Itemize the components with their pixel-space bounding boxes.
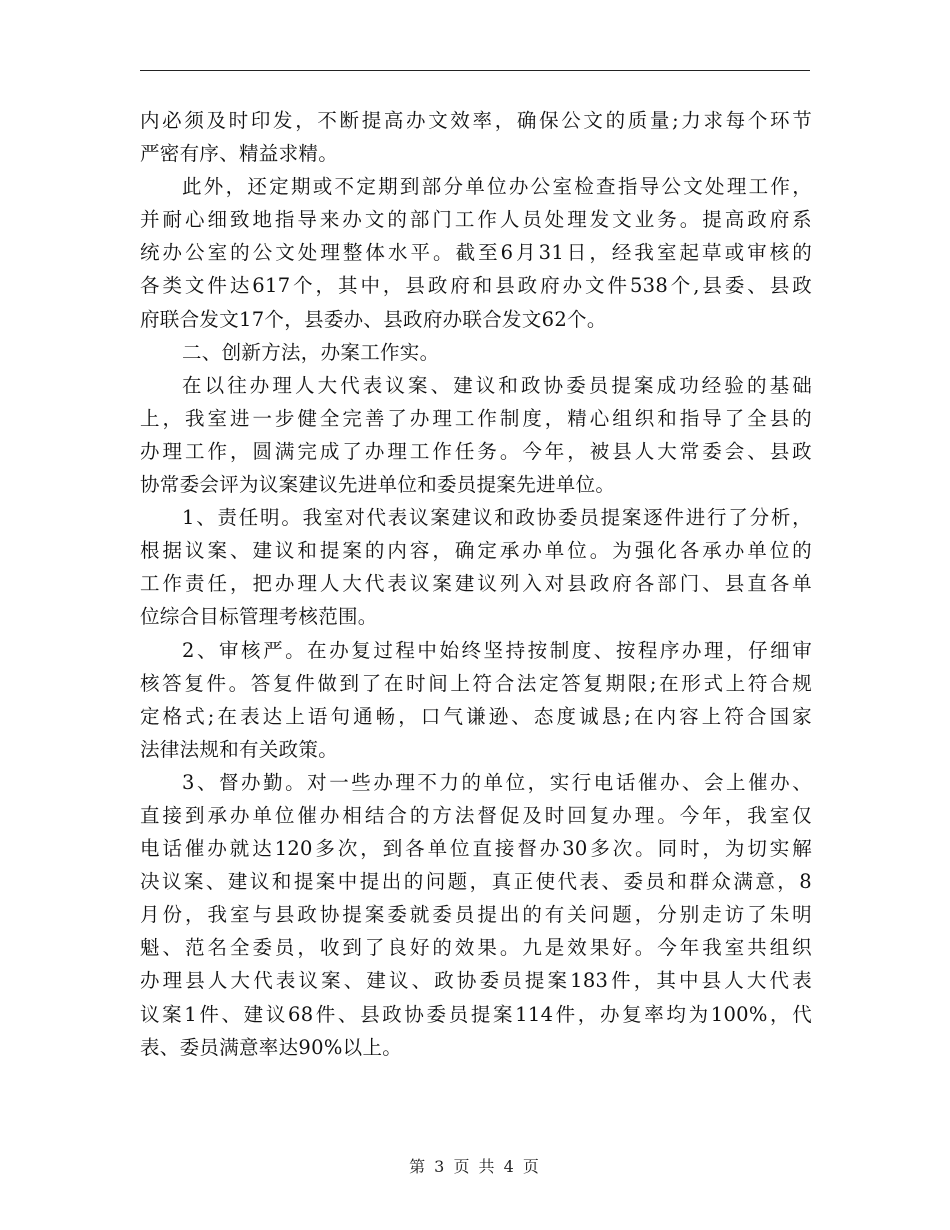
- text-line: 上，我室进一步健全完善了办理工作制度，精心组织和指导了全县的: [140, 406, 812, 430]
- text-line: 协常委会评为议案建议先进单位和委员提案先进单位。: [140, 473, 616, 497]
- text-line: 月份，我室与县政协提案委就委员提出的有关问题，分别走访了朱明: [140, 903, 812, 927]
- text-line: 决议案、建议和提案中提出的问题，真正使代表、委员和群众满意，8: [140, 870, 812, 894]
- text-line: 府联合发文17个，县委办、县政府办联合发文62个。: [140, 307, 607, 331]
- header-rule: [140, 70, 810, 71]
- text-line: 内必须及时印发，不断提高办文效率，确保公文的质量;力求每个环节: [140, 109, 812, 132]
- text-line: 办理工作，圆满完成了办理工作任务。今年，被县人大常委会、县政: [140, 439, 812, 463]
- text-line: 位综合目标管理考核范围。: [140, 605, 378, 629]
- text-line: 2、审核严。在办复过程中始终坚持按制度、按程序办理，仔细审: [182, 638, 812, 662]
- text-line: 办理县人大代表议案、建议、政协委员提案183件，其中县人大代表: [140, 969, 812, 993]
- text-line: 电话催办就达120多次，到各单位直接督办30多次。同时，为切实解: [140, 837, 812, 861]
- body-text: [140, 104, 812, 1064]
- text-line: 定格式;在表达上语句通畅，口气谦逊、态度诚恳;在内容上符合国家: [140, 704, 812, 728]
- text-line: 此外，还定期或不定期到部分单位办公室检查指导公文处理工作，: [182, 175, 812, 199]
- text-line: 法律法规和有关政策。: [140, 737, 339, 761]
- text-line: 1、责任明。我室对代表议案建议和政协委员提案逐件进行了分析，: [182, 506, 812, 530]
- text-line: 并耐心细致地指导来办文的部门工作人员处理发文业务。提高政府系: [140, 208, 812, 232]
- text-line: 直接到承办单位催办相结合的方法督促及时回复办理。今年，我室仅: [140, 803, 812, 827]
- text-line: 根据议案、建议和提案的内容，确定承办单位。为强化各承办单位的: [140, 539, 812, 563]
- text-line: 核答复件。答复件做到了在时间上符合法定答复期限;在形式上符合规: [140, 671, 812, 695]
- text-line: 严密有序、精益求精。: [140, 142, 339, 166]
- text-line: 工作责任，把办理人大代表议案建议列入对县政府各部门、县直各单: [140, 572, 812, 596]
- text-line: 议案1件、建议68件、县政协委员提案114件，办复率均为100%，代: [140, 1002, 812, 1026]
- text-line: 表、委员满意率达90%以上。: [140, 1035, 403, 1059]
- text-line: 魁、范名全委员，收到了良好的效果。九是效果好。今年我室共组织: [140, 936, 812, 960]
- text-line: 在以往办理人大代表议案、建议和政协委员提案成功经验的基础: [182, 373, 812, 397]
- text-line: 3、督办勤。对一些办理不力的单位，实行电话催办、会上催办、: [182, 770, 812, 794]
- text-line: 统办公室的公文处理整体水平。截至6月31日，经我室起草或审核的: [140, 241, 812, 265]
- section-heading: 二、创新方法，办案工作实。: [182, 340, 440, 364]
- page-number-footer: 第 3 页 共 4 页: [409, 1157, 541, 1176]
- text-line: 各类文件达617个，其中，县政府和县政府办文件538个,县委、县政: [140, 274, 812, 298]
